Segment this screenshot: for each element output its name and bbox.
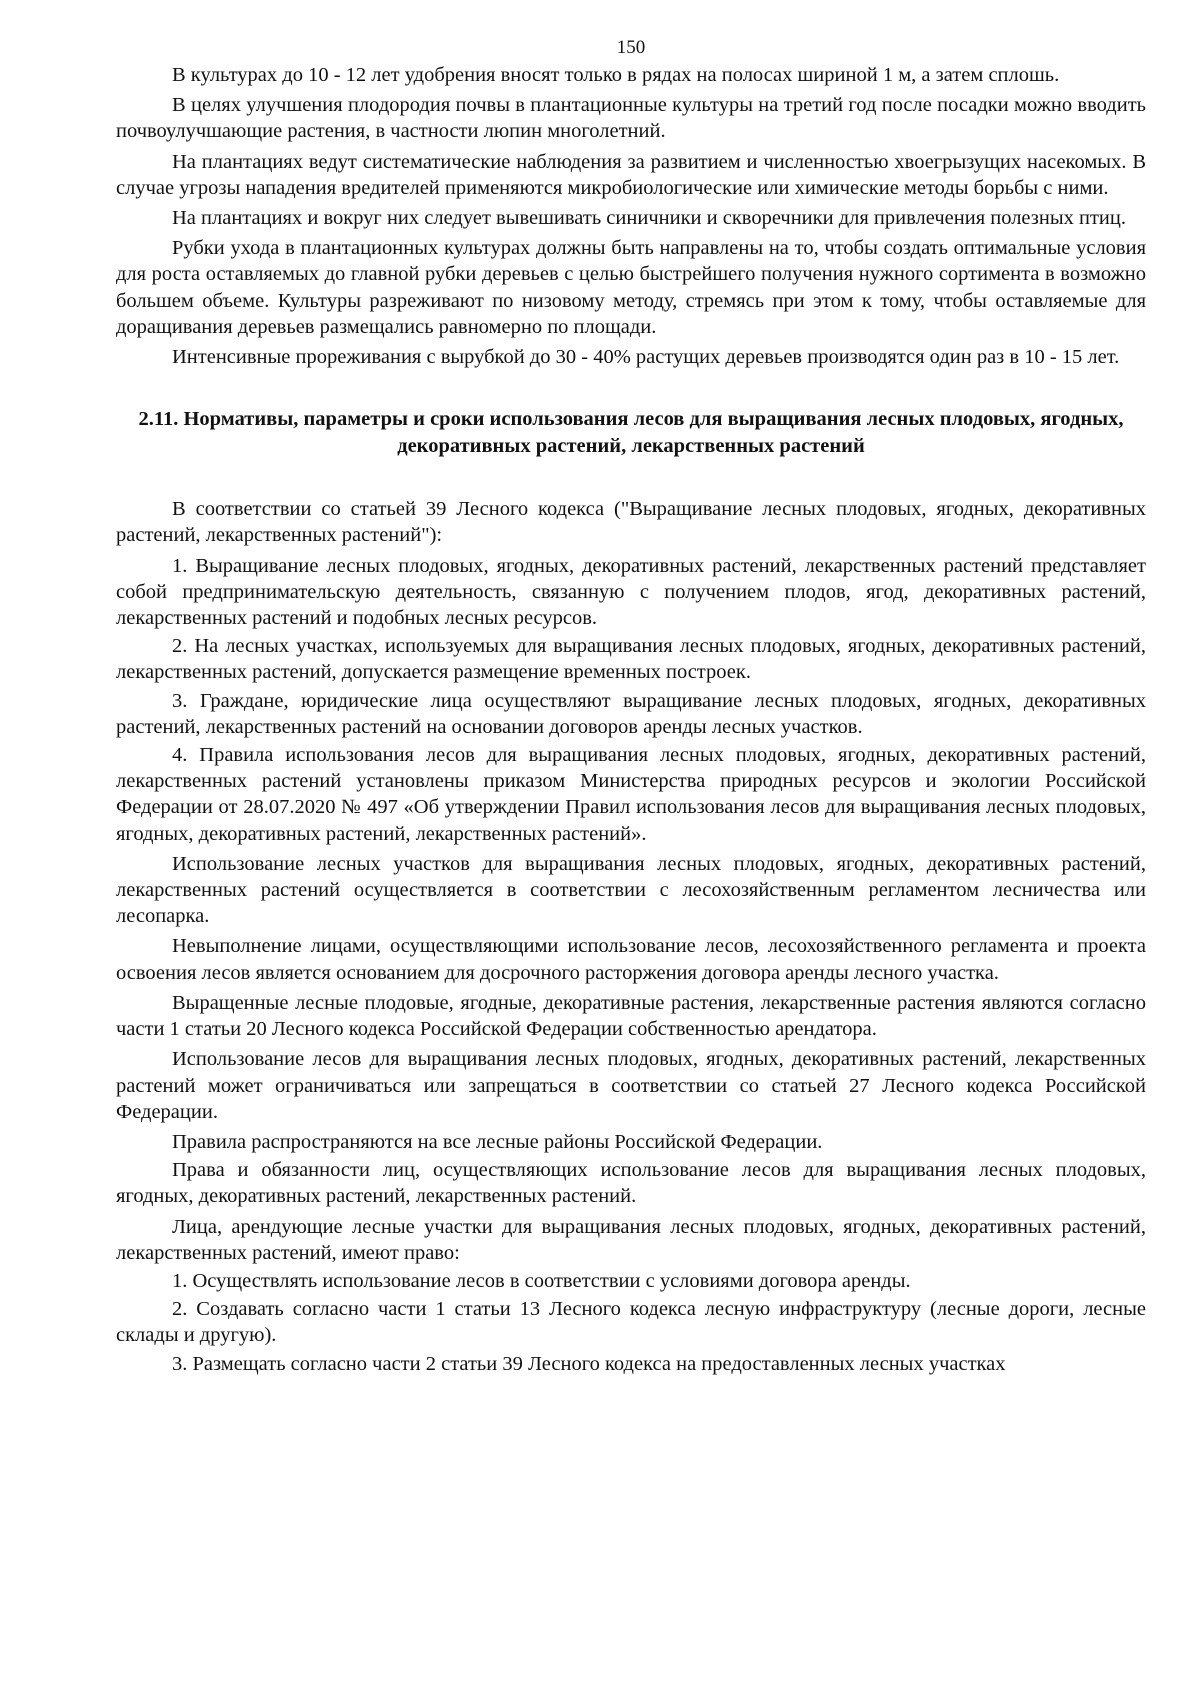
paragraph-intensive-thinning: Интенсивные прореживания с вырубкой до 30 - 40% растущих деревьев производятся один раз в 10 - 15 лет. [172, 346, 1120, 369]
paragraph-thinning: Рубки ухода в плантационных культурах должны быть направлены на то, чтобы создать оптимальные условия для роста оставляемых до главной рубки деревьев с целью быстрейшего получения нужного сортимента в возможно большем объеме. Культуры разреживают по низовому методу, стремясь при этом к тому, чтобы оставляемые для доращивания деревьев размещались равномерно по площади. [116, 237, 1146, 338]
paragraph-right-1: 1. Осуществлять использование лесов в соответствии с условиями договора аренды. [172, 1269, 911, 1292]
paragraph-birdhouses: На плантациях и вокруг них следует вывешивать синичники и скворечники для привлечения полезных птиц. [172, 207, 1126, 230]
paragraph-item-1: 1. Выращивание лесных плодовых, ягодных, декоративных растений, лекарственных растений представляет собой предпринимательскую деятельность, связанную с получением плодов, ягод, декоративных растений, лекарственных растений и подобных лесных ресурсов. [116, 554, 1146, 630]
section-heading: 2.11. Нормативы, параметры и сроки использования лесов для выращивания лесных плодовых, ягодных, декоративных растений, лекарственных растений [138, 408, 1124, 458]
document-page [116, 36, 1146, 1379]
page-number: 150 [616, 37, 646, 58]
paragraph-lessee-rights: Лица, арендующие лесные участки для выращивания лесных плодовых, ягодных, декоративных растений, лекарственных растений, имеют право: [116, 1215, 1146, 1264]
paragraph-item-2: 2. На лесных участках, используемых для выращивания лесных плодовых, ягодных, декоративных растений, лекарственных растений, допускается размещение временных построек. [116, 635, 1146, 684]
paragraph-right-2: 2. Создавать согласно части 1 статьи 13 Лесного кодекса лесную инфраструктуру (лесные дороги, лесные склады и другую). [116, 1298, 1146, 1347]
paragraph-article-39: В соответствии со статьей 39 Лесного кодекса ("Выращивание лесных плодовых, ягодных, декоративных растений, лекарственных растений"): [116, 498, 1146, 547]
paragraph-use-regulation: Использование лесных участков для выращивания лесных плодовых, ягодных, декоративных растений, лекарственных растений осуществляется в соответствии с лесохозяйственным регламентом лесничества или лесопарка. [116, 852, 1146, 928]
paragraph-item-4: 4. Правила использования лесов для выращивания лесных плодовых, ягодных, декоративных растений, лекарственных растений установлены приказом Министерства природных ресурсов и экологии Российской Федерации от 28.07.2020 № 497 «Об утверждении Правил использования лесов для выращивания лесных плодовых, ягодных, декоративных растений, лекарственных растений». [116, 744, 1146, 845]
paragraph-item-3: 3. Граждане, юридические лица осуществляют выращивание лесных плодовых, ягодных, декоративных растений, лекарственных растений на основании договоров аренды лесных участков. [116, 689, 1146, 738]
paragraph-right-3: 3. Размещать согласно части 2 статьи 39 Лесного кодекса на предоставленных лесных участках [172, 1352, 1006, 1375]
paragraph-ownership: Выращенные лесные плодовые, ягодные, декоративные растения, лекарственные растения являются согласно части 1 статьи 20 Лесного кодекса Российской Федерации собственностью арендатора. [116, 991, 1146, 1041]
paragraph-soil-improvement: В целях улучшения плодородия почвы в плантационные культуры на третий год после посадки можно вводить почвоулучшающие растения, в частности люпин многолетний. [116, 94, 1146, 143]
paragraph-rights-duties: Права и обязанности лиц, осуществляющих использование лесов для выращивания лесных плодовых, ягодных, декоративных растений, лекарственных растений. [116, 1159, 1146, 1208]
paragraph-fertilizer: В культурах до 10 - 12 лет удобрения вносят только в рядах на полосах шириной 1 м, а затем сплошь. [172, 64, 1060, 86]
paragraph-pest-monitoring: На плантациях ведут систематические наблюдения за развитием и численностью хвоегрызущих насекомых. В случае угрозы нападения вредителей применяются микробиологические или химические методы борьбы с ними. [116, 150, 1146, 199]
paragraph-scope: Правила распространяются на все лесные районы Российской Федерации. [172, 1130, 823, 1153]
paragraph-restrictions: Использование лесов для выращивания лесных плодовых, ягодных, декоративных растений, лекарственных растений может ограничиваться или запрещаться в соответствии со статьей 27 Лесного кодекса Российской Федерации. [116, 1048, 1146, 1123]
paragraph-non-compliance: Невыполнение лицами, осуществляющими использование лесов, лесохозяйственного регламента и проекта освоения лесов является основанием для досрочного расторжения договора аренды лесного участка. [116, 935, 1146, 984]
